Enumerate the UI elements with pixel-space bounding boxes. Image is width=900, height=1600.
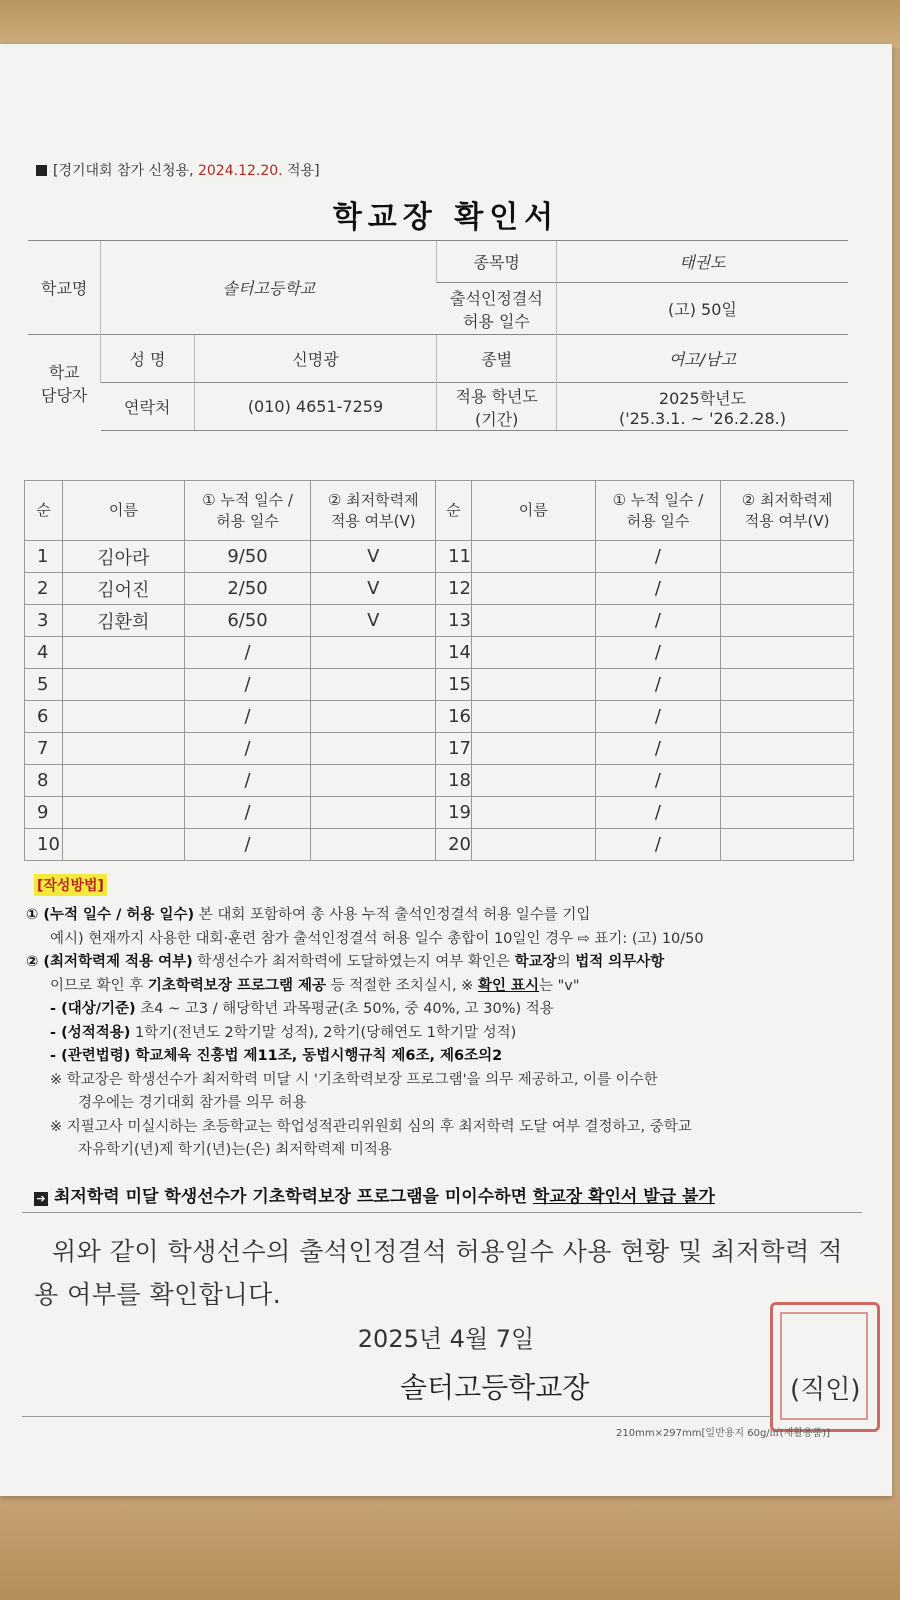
row-name-right bbox=[471, 573, 595, 605]
row-days: / bbox=[184, 829, 311, 861]
note-2-head: ② (최저학력제 적용 여부) bbox=[26, 954, 193, 970]
roster-header-row bbox=[25, 481, 854, 541]
detail-grades-head: - (성적적용) bbox=[50, 1024, 131, 1041]
row-no: 8 bbox=[25, 765, 63, 797]
row-no: 5 bbox=[25, 669, 63, 701]
note-2-line2-ul: 확인 표시 bbox=[477, 977, 540, 994]
final-warning bbox=[34, 1182, 715, 1207]
header-note-prefix: [경기대회 참가 신청용, bbox=[53, 163, 198, 179]
confirmation-statement: 위와 같이 학생선수의 출석인정결석 허용일수 사용 현황 및 최저학력 적용 여부를 확인합니다. bbox=[34, 1237, 843, 1309]
row-no-right: 13 bbox=[436, 605, 472, 637]
row-no-right: 17 bbox=[436, 733, 472, 765]
year-label-line2: (기간) bbox=[474, 409, 519, 429]
note-2 bbox=[26, 951, 866, 975]
note-1 bbox=[26, 904, 866, 928]
row-min-right bbox=[721, 573, 854, 605]
method-label: [작성방법] bbox=[34, 874, 107, 896]
header-note-date: 2024.12.20. bbox=[197, 163, 283, 179]
paper-spec: 210mm×297mm[일반용지 60g/㎡(재활용품)] bbox=[616, 1428, 831, 1439]
row-name-right bbox=[471, 637, 595, 669]
table-row bbox=[25, 573, 854, 605]
detail-grades-text: 1학기(전년도 2학기말 성적), 2학기(당해연도 1학기말 성적) bbox=[130, 1024, 517, 1041]
instructions bbox=[26, 904, 866, 1163]
manager-label bbox=[28, 335, 101, 431]
name-value: 신명광 bbox=[194, 335, 437, 383]
row-days-right: / bbox=[595, 541, 721, 573]
header-days bbox=[184, 481, 311, 541]
signer: 솔터고등학교장 bbox=[400, 1371, 590, 1404]
row-days: / bbox=[184, 701, 311, 733]
table-row bbox=[25, 701, 854, 733]
page-title: 학교장 확인서 bbox=[332, 200, 560, 235]
detail-law-text: 학교체육 진흥법 제11조, 동법시행규칙 제6조, 제6조의2 bbox=[130, 1048, 503, 1064]
row-name: 김환희 bbox=[62, 605, 184, 637]
special-2: ※ 지필고사 미실시하는 초등학교는 학업성적관리위원회 심의 후 최저학력 도달 여부 결정하고, 중학교 bbox=[50, 1118, 692, 1135]
background-top bbox=[0, 0, 900, 48]
special-1-line2: 경우에는 경기대회 참가를 의무 허용 bbox=[78, 1095, 307, 1111]
detail-grades bbox=[26, 1022, 866, 1046]
row-name bbox=[62, 733, 184, 765]
row-name-right bbox=[471, 765, 595, 797]
confirmation-date: 2025년 4월 7일 bbox=[357, 1325, 535, 1353]
manager-label-line1: 학교 bbox=[48, 362, 80, 382]
special-2-line2: 자유학기(년)제 학기(년)는(은) 최저학력제 미적용 bbox=[78, 1142, 392, 1158]
note-2-line2-bold: 기초학력보장 프로그램 제공 bbox=[147, 977, 327, 994]
note-1-example: 예시) 현재까지 사용한 대회·훈련 참가 출석인정결석 허용 일수 총합이 10일인 경우 ⇨ 표기: (고) 10/50 bbox=[50, 930, 704, 947]
row-days: / bbox=[184, 733, 311, 765]
table-row bbox=[25, 765, 854, 797]
row-no-right: 18 bbox=[436, 765, 472, 797]
row-min-right bbox=[721, 797, 854, 829]
row-days-right: / bbox=[595, 669, 721, 701]
row-no-right: 11 bbox=[436, 541, 472, 573]
table-row bbox=[25, 605, 854, 637]
row-min-right bbox=[721, 829, 854, 861]
header-min bbox=[311, 481, 436, 541]
detail-target-text: 초4 ~ 고3 / 해당학년 과목평균(초 50%, 중 40%, 고 30%) 적용 bbox=[135, 1001, 554, 1017]
row-min-right bbox=[721, 605, 854, 637]
final-warning-underlined: 학교장 확인서 발급 불가 bbox=[532, 1187, 715, 1207]
table-row bbox=[25, 829, 854, 861]
sport-label: 종목명 bbox=[437, 241, 556, 283]
row-name-right bbox=[471, 541, 595, 573]
row-no: 2 bbox=[25, 573, 63, 605]
row-name bbox=[62, 701, 184, 733]
row-no: 10 bbox=[25, 829, 63, 861]
row-name bbox=[62, 765, 184, 797]
row-no: 3 bbox=[25, 605, 63, 637]
year-value-line2: ('25.3.1. ~ '26.2.28.) bbox=[618, 408, 786, 428]
school-label: 학교명 bbox=[28, 241, 101, 335]
note-2-line2-b: 등 적절한 조치실시, ※ bbox=[326, 977, 478, 994]
row-days-right: / bbox=[595, 797, 721, 829]
row-days: / bbox=[184, 797, 311, 829]
row-min bbox=[311, 669, 436, 701]
seal-label: (직인) bbox=[790, 1375, 861, 1405]
header-no: 순 bbox=[25, 481, 63, 541]
year-value-line1: 2025학년도 bbox=[658, 388, 746, 408]
row-name: 김아라 bbox=[62, 541, 184, 573]
row-min bbox=[311, 765, 436, 797]
row-min bbox=[311, 829, 436, 861]
note-2-line2-a: 이므로 확인 후 bbox=[50, 977, 148, 994]
header-days-right-line2: 허용 일수 bbox=[626, 511, 690, 530]
header-days-right-line1: ① 누적 일수 / bbox=[612, 490, 704, 509]
row-name-right bbox=[471, 733, 595, 765]
row-no: 6 bbox=[25, 701, 63, 733]
row-days: 6/50 bbox=[184, 605, 311, 637]
detail-law bbox=[26, 1045, 866, 1069]
row-min-right bbox=[721, 701, 854, 733]
table-row bbox=[25, 733, 854, 765]
row-min-right bbox=[721, 637, 854, 669]
row-min-right bbox=[721, 541, 854, 573]
note-2-text-a: 학생선수가 최저학력에 도달하였는지 여부 확인은 bbox=[192, 954, 515, 970]
row-min bbox=[311, 797, 436, 829]
row-no-right: 12 bbox=[436, 573, 472, 605]
detail-target bbox=[26, 998, 866, 1022]
row-no-right: 14 bbox=[436, 637, 472, 669]
square-bullet-icon bbox=[36, 165, 47, 176]
row-days: 9/50 bbox=[184, 541, 311, 573]
header-days-line1: ① 누적 일수 / bbox=[202, 490, 293, 509]
row-no-right: 20 bbox=[436, 829, 472, 861]
absence-label-line1: 출석인정결석 bbox=[450, 288, 543, 308]
row-days: / bbox=[184, 765, 311, 797]
header-note-suffix: 적용] bbox=[282, 163, 320, 179]
row-name-right bbox=[471, 829, 595, 861]
row-days-right: / bbox=[595, 733, 721, 765]
row-days-right: / bbox=[595, 605, 721, 637]
row-min-right bbox=[721, 765, 854, 797]
note-2-text-b: 의 bbox=[556, 954, 576, 970]
row-no: 9 bbox=[25, 797, 63, 829]
detail-law-head: - (관련법령) bbox=[50, 1048, 131, 1064]
note-2-bold-a: 학교장 bbox=[514, 954, 557, 970]
divider-bottom bbox=[22, 1416, 772, 1417]
info-table bbox=[28, 240, 848, 431]
school-value: 솔터고등학교 bbox=[101, 241, 437, 335]
header-no-right: 순 bbox=[436, 481, 472, 541]
row-min-right bbox=[721, 733, 854, 765]
arrow-right-icon: ➔ bbox=[34, 1192, 48, 1206]
table-row bbox=[25, 541, 854, 573]
final-warning-text: 최저학력 미달 학생선수가 기초학력보장 프로그램을 미이수하면 bbox=[54, 1187, 533, 1207]
row-min-right bbox=[721, 669, 854, 701]
divider bbox=[22, 1212, 862, 1213]
year-label bbox=[437, 383, 556, 431]
row-no: 7 bbox=[25, 733, 63, 765]
header-name: 이름 bbox=[62, 481, 184, 541]
row-name bbox=[62, 829, 184, 861]
row-days-right: / bbox=[595, 573, 721, 605]
header-min-line2: 적용 여부(V) bbox=[330, 511, 416, 530]
row-name-right bbox=[471, 605, 595, 637]
header-min-right-line2: 적용 여부(V) bbox=[744, 511, 830, 530]
table-row bbox=[25, 669, 854, 701]
row-name-right bbox=[471, 701, 595, 733]
absence-value: (고) 50일 bbox=[556, 283, 848, 335]
row-days: / bbox=[184, 637, 311, 669]
absence-label bbox=[437, 283, 556, 335]
row-min: V bbox=[311, 605, 436, 637]
header-min-right bbox=[721, 481, 854, 541]
special-1: ※ 학교장은 학생선수가 최저학력 미달 시 '기초학력보장 프로그램'을 의무 제공하고, 이를 이수한 bbox=[50, 1071, 658, 1088]
header-days-right bbox=[595, 481, 721, 541]
row-name-right bbox=[471, 669, 595, 701]
row-name bbox=[62, 797, 184, 829]
row-no: 1 bbox=[25, 541, 63, 573]
note-2-line2 bbox=[26, 975, 866, 999]
contact-value: (010) 4651-7259 bbox=[194, 383, 437, 431]
note-2-bold-b: 법적 의무사항 bbox=[575, 954, 665, 970]
row-days-right: / bbox=[595, 701, 721, 733]
row-days-right: / bbox=[595, 829, 721, 861]
row-no-right: 19 bbox=[436, 797, 472, 829]
contact-label: 연락처 bbox=[101, 383, 194, 431]
sport-value: 태권도 bbox=[556, 241, 848, 283]
row-name-right bbox=[471, 797, 595, 829]
roster-table bbox=[24, 480, 854, 861]
header-min-right-line1: ② 최저학력제 bbox=[741, 490, 833, 509]
row-min bbox=[311, 637, 436, 669]
type-label: 종별 bbox=[437, 335, 556, 383]
row-name bbox=[62, 637, 184, 669]
background-bottom bbox=[0, 1495, 900, 1600]
row-no-right: 15 bbox=[436, 669, 472, 701]
manager-label-line2: 담당자 bbox=[41, 385, 88, 405]
detail-target-head: - (대상/기준) bbox=[50, 1001, 136, 1017]
row-no-right: 16 bbox=[436, 701, 472, 733]
note-1-head: ① (누적 일수 / 허용 일수) bbox=[26, 907, 195, 923]
note-1-text: 본 대회 포함하여 총 사용 누적 출석인정결석 허용 일수를 기입 bbox=[194, 907, 591, 923]
type-value: 여고/남고 bbox=[556, 335, 848, 383]
table-row bbox=[25, 797, 854, 829]
table-row bbox=[25, 637, 854, 669]
year-label-line1: 적용 학년도 bbox=[455, 386, 538, 406]
year-value bbox=[556, 383, 848, 431]
row-name: 김어진 bbox=[62, 573, 184, 605]
row-name bbox=[62, 669, 184, 701]
name-label: 성 명 bbox=[101, 335, 194, 383]
row-days: / bbox=[184, 669, 311, 701]
absence-label-line2: 허용 일수 bbox=[462, 311, 530, 331]
row-no: 4 bbox=[25, 637, 63, 669]
document-page bbox=[0, 44, 892, 1496]
header-min-line1: ② 최저학력제 bbox=[327, 490, 419, 509]
row-days-right: / bbox=[595, 765, 721, 797]
row-min bbox=[311, 701, 436, 733]
row-days-right: / bbox=[595, 637, 721, 669]
row-min bbox=[311, 733, 436, 765]
header-note bbox=[36, 160, 320, 180]
note-2-line2-c: 는 "v" bbox=[539, 977, 580, 994]
header-days-line2: 허용 일수 bbox=[216, 511, 279, 530]
row-min: V bbox=[311, 573, 436, 605]
row-min: V bbox=[311, 541, 436, 573]
row-days: 2/50 bbox=[184, 573, 311, 605]
header-name-right: 이름 bbox=[471, 481, 595, 541]
